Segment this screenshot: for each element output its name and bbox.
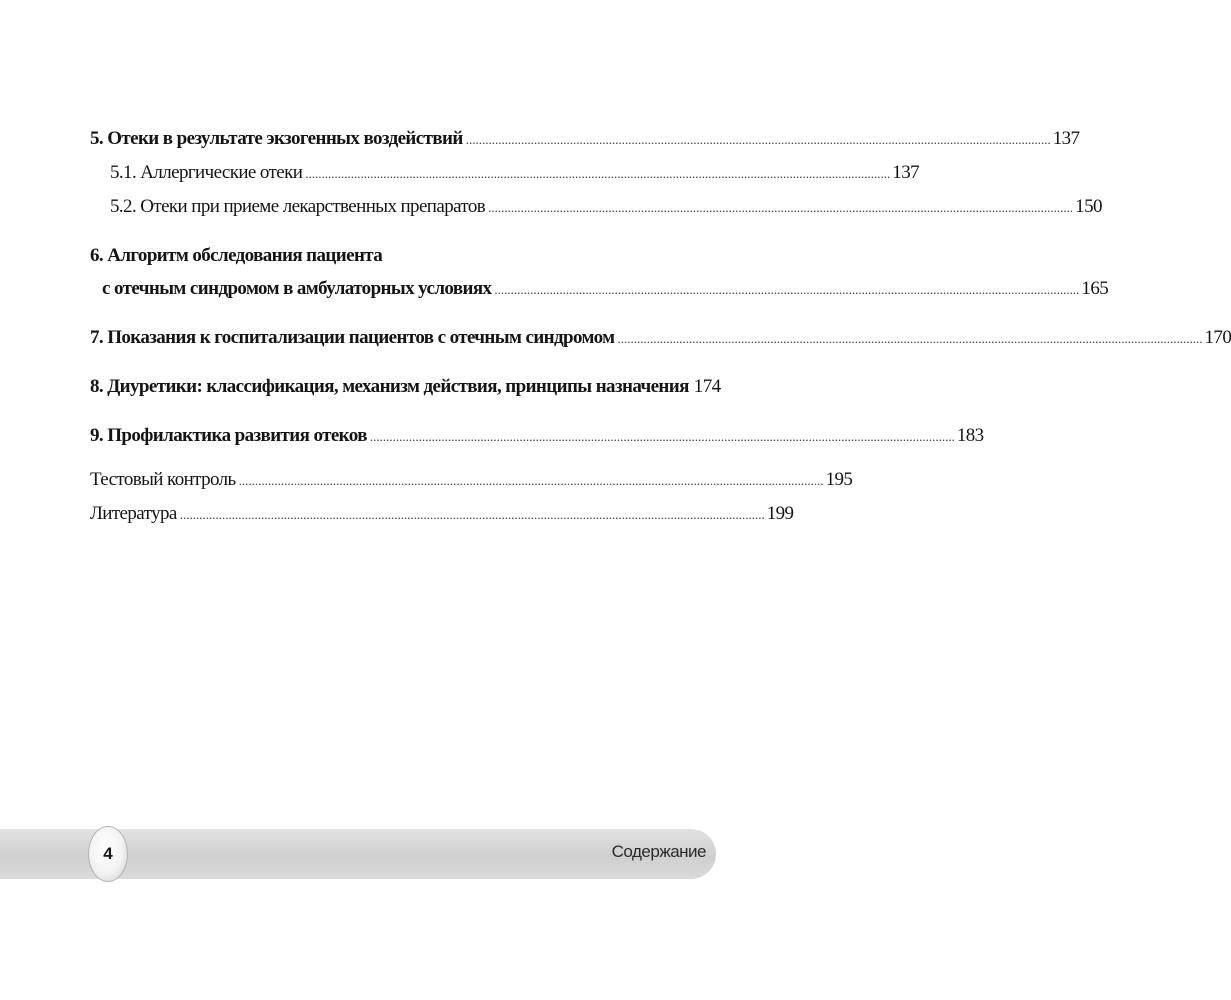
toc-leader-dots: ....................................................................................................................................................................................	[305, 166, 891, 181]
toc-entry-label: 9. Профилактика развития отеков	[90, 425, 367, 446]
toc-entry-label: Тестовый контроль	[90, 469, 236, 490]
toc-leader-dots: ....................................................................................................................................................................................	[488, 200, 1074, 215]
toc-leader-dots: ....................................................................................................................................................................................	[369, 429, 955, 444]
toc-page-number: 150	[1075, 196, 1102, 217]
table-of-contents	[90, 122, 1231, 531]
toc-entry-label: Литература	[90, 503, 177, 524]
toc-page-number: 137	[892, 162, 919, 183]
footer-section-title: Содержание	[611, 842, 706, 861]
toc-leader-dots: ....................................................................................................................................................................................	[465, 132, 1051, 147]
toc-leader-dots: ....................................................................................................................................................................................	[494, 282, 1080, 297]
toc-entry-label: 8. Диуретики: классификация, механизм действия, принципы назначения	[90, 376, 689, 397]
toc-entry-6[interactable]	[90, 272, 1109, 306]
toc-entry-6-heading[interactable]: 6. Алгоритм обследования пациента	[90, 245, 383, 266]
toc-page-number: 165	[1081, 278, 1109, 299]
toc-entry-label: 7. Показания к госпитализации пациентов с отечным синдромом	[90, 327, 615, 348]
toc-entry-label: с отечным синдромом в амбулаторных условиях	[102, 278, 492, 299]
toc-leader-dots: ....................................................................................................................................................................................	[179, 507, 765, 522]
toc-entry-label: 5. Отеки в результате экзогенных воздействий	[90, 128, 463, 149]
toc-page-number: 174	[693, 376, 721, 397]
toc-entry-8[interactable]	[90, 370, 721, 404]
toc-entry-7[interactable]	[90, 321, 1231, 355]
toc-entry-5-2[interactable]	[90, 190, 1102, 224]
toc-page-number: 137	[1052, 128, 1080, 149]
toc-entry-5-1[interactable]	[90, 156, 919, 190]
toc-leader-dots: ....................................................................................................................................................................................	[238, 473, 824, 488]
toc-entry-label: 5.1. Аллергические отеки	[110, 162, 303, 183]
toc-page-number: 195	[825, 469, 853, 490]
toc-page-number: 183	[956, 425, 984, 446]
toc-entry-test-control[interactable]	[90, 463, 853, 497]
toc-entry-label: 5.2. Отеки при приеме лекарственных препаратов	[110, 196, 486, 217]
page-number-badge	[88, 826, 128, 882]
page-number: 4	[103, 844, 113, 863]
toc-page-number: 170	[1204, 327, 1231, 348]
toc-leader-dots: ....................................................................................................................................................................................	[617, 331, 1203, 346]
toc-entry-literature[interactable]	[90, 497, 794, 531]
toc-page-number: 199	[766, 503, 794, 524]
toc-entry-5[interactable]	[90, 122, 1080, 156]
toc-entry-9[interactable]	[90, 419, 984, 453]
